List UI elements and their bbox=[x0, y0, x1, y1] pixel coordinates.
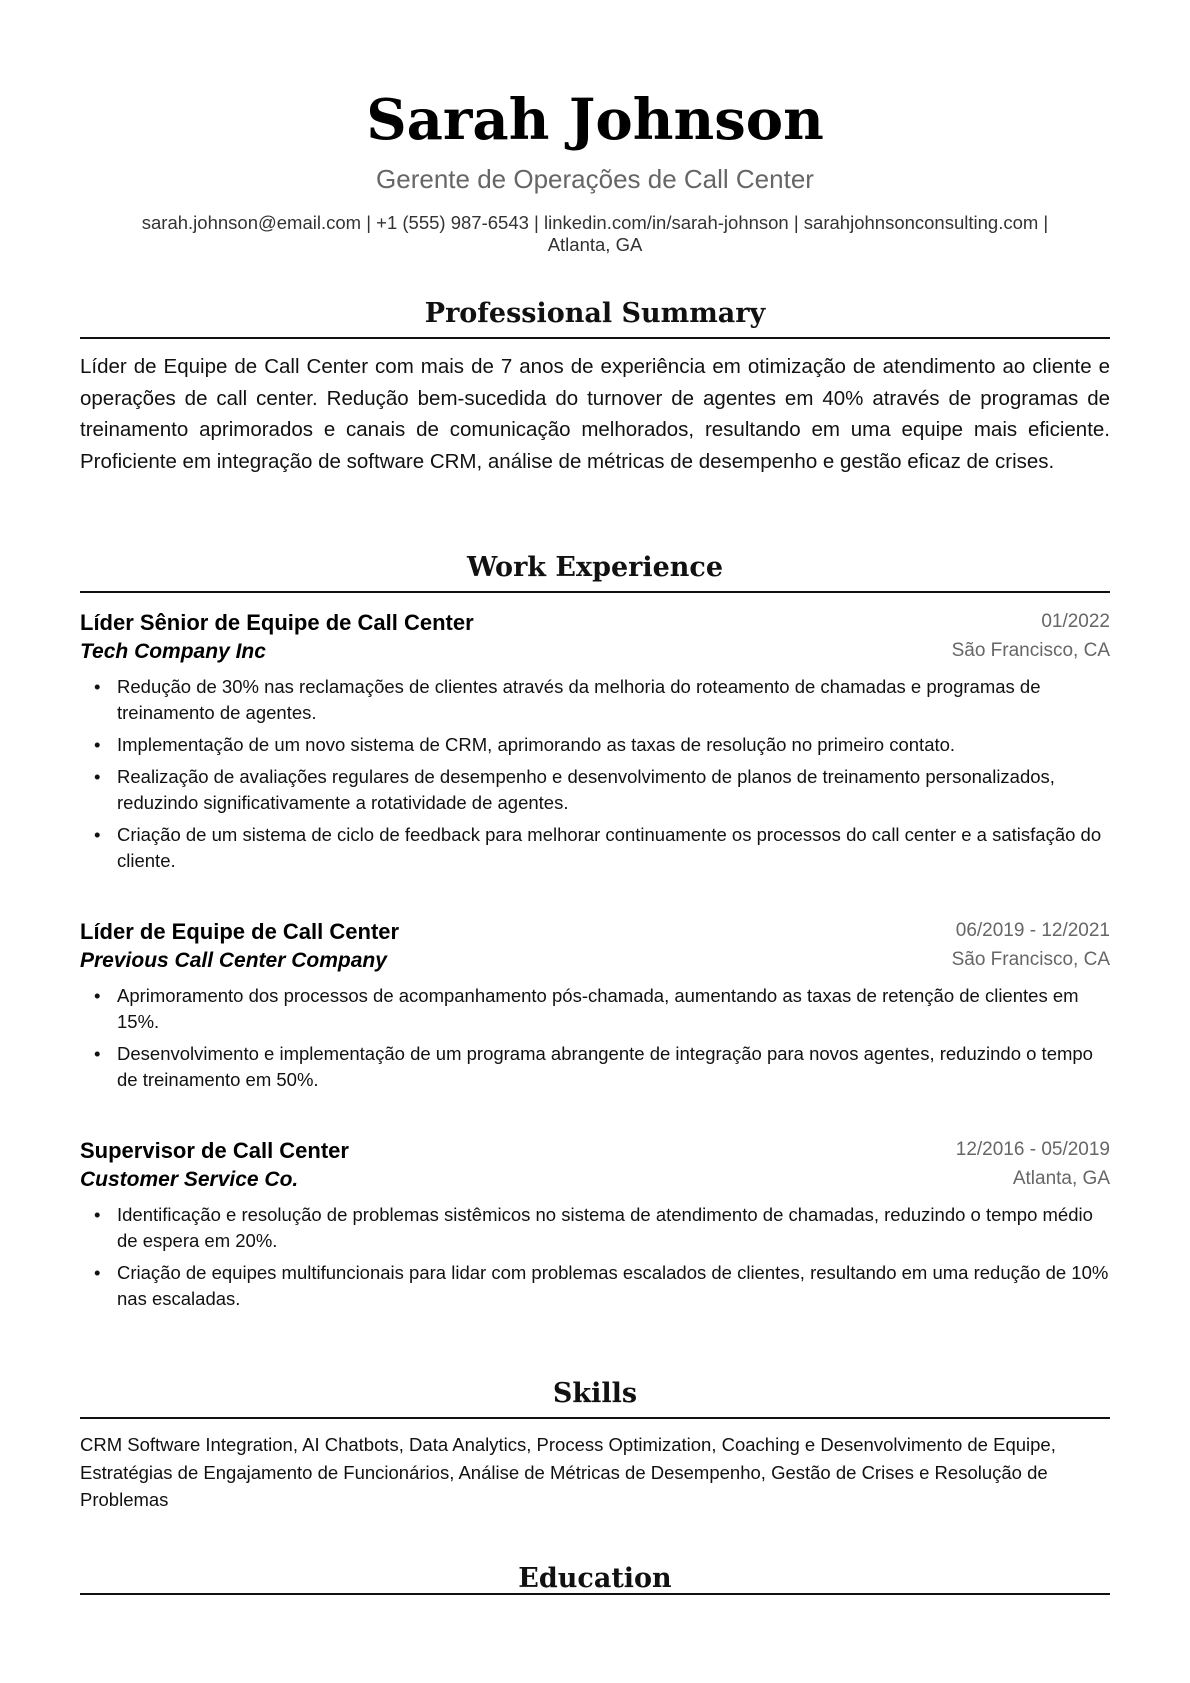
list-item: • Desenvolvimento e implementação de um programa abrangente de integração para novos agentes, reduzindo o tempo de treinamento em 50%. bbox=[80, 1041, 1110, 1093]
section-divider bbox=[80, 1593, 1110, 1595]
job-subheader bbox=[80, 947, 1110, 976]
job-company: Tech Company Inc bbox=[80, 640, 266, 663]
section-heading-skills: Skills bbox=[552, 1378, 638, 1409]
summary-text: Líder de Equipe de Call Center com mais de 7 anos de experiência em otimização de atendimento ao cliente e operações de call center. Redução bem-sucedida do turnover de agentes em 40% através de programas de treinamento aprimorados e canais de comunicação melhorados, resultando em uma equipe mais eficiente. Proficiente em integração de software CRM, análise de métricas de desempenho e gestão eficaz de crises. bbox=[80, 355, 1110, 473]
job-subheader bbox=[80, 638, 1110, 667]
list-item: • Realização de avaliações regulares de desempenho e desenvolvimento de planos de treinamento personalizados, reduzindo significativamente a rotatividade de agentes. bbox=[80, 764, 1110, 816]
list-item: • Criação de equipes multifuncionais para lidar com problemas escalados de clientes, resultando em uma redução de 10% nas escaladas. bbox=[80, 1260, 1110, 1312]
section-heading-experience: Work Experience bbox=[466, 552, 724, 583]
job-bullets bbox=[80, 1202, 1110, 1312]
job-subheader bbox=[80, 1166, 1110, 1195]
job-header bbox=[80, 918, 1110, 947]
job-date: 06/2019 - 12/2021 bbox=[955, 920, 1110, 941]
job-title: Supervisor de Call Center bbox=[80, 1138, 349, 1163]
job-title-subtitle: Gerente de Operações de Call Center bbox=[376, 164, 814, 194]
job-title: Líder de Equipe de Call Center bbox=[80, 919, 400, 944]
skills-text: CRM Software Integration, AI Chatbots, Data Analytics, Process Optimization, Coaching e Desenvolvimento de Equipe, Estratégias de Engajamento de Funcionários, Análise de Métricas de Desempenho, Gestão de Crises e Resolução de Problemas bbox=[80, 1434, 1056, 1510]
list-item: • Redução de 30% nas reclamações de clientes através da melhoria do roteamento de chamadas e programas de treinamento de agentes. bbox=[80, 674, 1110, 726]
section-divider bbox=[80, 1417, 1110, 1419]
contact-info bbox=[80, 212, 1110, 256]
job-header bbox=[80, 1137, 1110, 1166]
section-divider bbox=[80, 337, 1110, 339]
list-item: • Aprimoramento dos processos de acompanhamento pós-chamada, aumentando as taxas de retenção de clientes em 15%. bbox=[80, 983, 1110, 1035]
job-bullets bbox=[80, 983, 1110, 1093]
section-heading-summary: Professional Summary bbox=[424, 298, 766, 329]
job-date: 01/2022 bbox=[1041, 611, 1110, 632]
section-heading-education: Education bbox=[518, 1563, 672, 1594]
contact-line-1: sarah.johnson@email.com | +1 (555) 987-6543 | linkedin.com/in/sarah-johnson | sarahjohnsonconsulting.com | bbox=[141, 212, 1049, 233]
job-entry bbox=[80, 609, 1110, 880]
section-divider bbox=[80, 591, 1110, 593]
job-bullets bbox=[80, 674, 1110, 874]
job-location: Atlanta, GA bbox=[1012, 1168, 1110, 1189]
job-header bbox=[80, 609, 1110, 638]
job-company: Customer Service Co. bbox=[80, 1168, 299, 1191]
job-date: 12/2016 - 05/2019 bbox=[955, 1139, 1110, 1160]
job-entry bbox=[80, 1137, 1110, 1318]
candidate-name: Sarah Johnson bbox=[366, 87, 824, 153]
job-location: São Francisco, CA bbox=[951, 949, 1110, 970]
list-item: • Identificação e resolução de problemas sistêmicos no sistema de atendimento de chamadas, reduzindo o tempo médio de espera em 20%. bbox=[80, 1202, 1110, 1254]
job-location: São Francisco, CA bbox=[951, 640, 1110, 661]
list-item: • Implementação de um novo sistema de CRM, aprimorando as taxas de resolução no primeiro contato. bbox=[80, 732, 1110, 758]
job-company: Previous Call Center Company bbox=[80, 949, 387, 972]
contact-line-2: Atlanta, GA bbox=[547, 234, 643, 255]
job-title: Líder Sênior de Equipe de Call Center bbox=[80, 610, 474, 635]
job-entry bbox=[80, 918, 1110, 1099]
list-item: • Criação de um sistema de ciclo de feedback para melhorar continuamente os processos do call center e a satisfação do cliente. bbox=[80, 822, 1110, 874]
